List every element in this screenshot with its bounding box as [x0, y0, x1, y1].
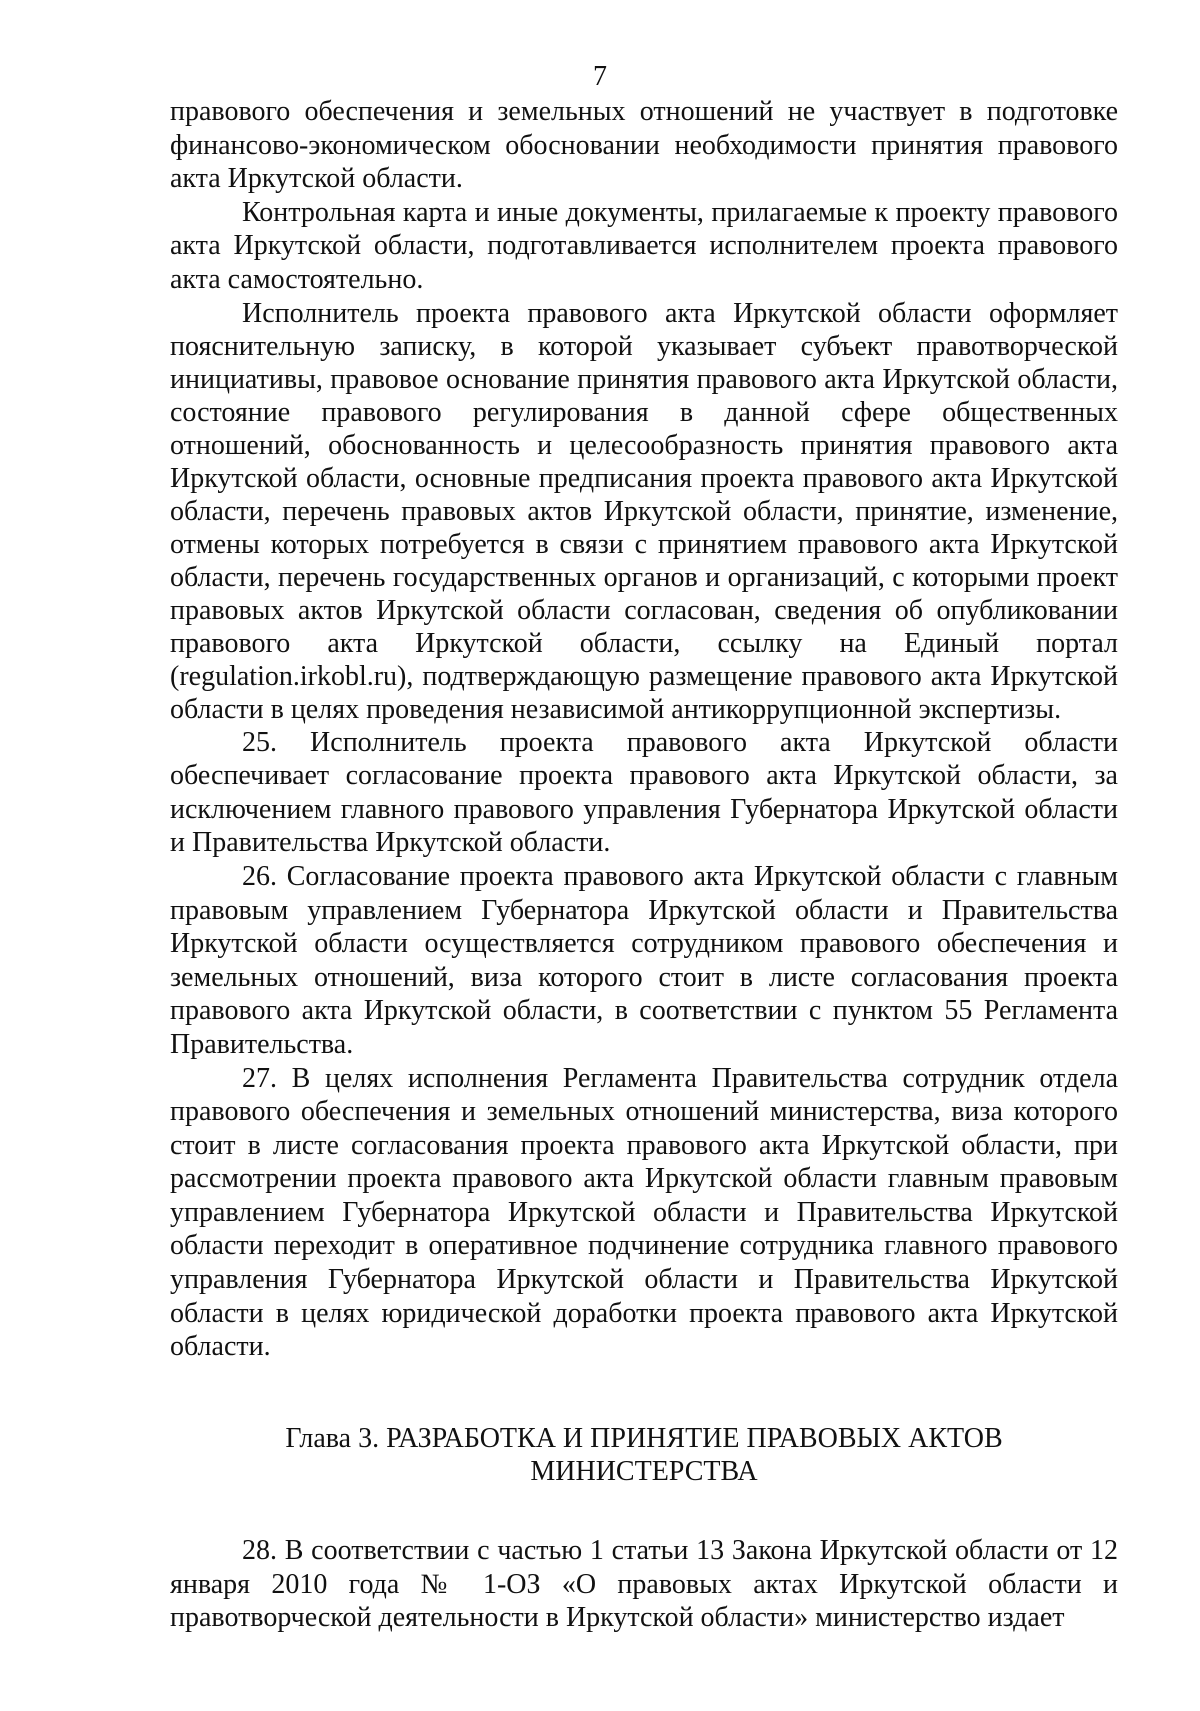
paragraph-explanatory-note: Исполнитель проекта правового акта Иркутской области оформляет пояснительную записку, в которой указывает субъект правотворческой инициативы, правовое основание принятия правового акта Иркутской области, состояние правового регулирования в данной сфере общественных отношений, обоснованность и целесообразность принятия правового акта Иркутской области, основные предписания проекта правового акта Иркутской области, перечень правовых актов Иркутской области, принятие, изменение, отмены которых потребуется в связи с принятием правового акта Иркутской области, перечень государственных органов и организаций, с которыми проект правовых актов Иркутской области согласован, сведения об опубликовании правового акта Иркутской области, ссылку на Единый портал (regulation.irkobl.ru), подтверждающую размещение правового акта Иркутской области в целях проведения независимой антикоррупционной экспертизы. — [170, 297, 1118, 725]
document-body — [170, 95, 1118, 1635]
paragraph-item-28: 28. В соответствии с частью 1 статьи 13 Закона Иркутской области от 12 января 2010 года № 1-ОЗ «О правовых актах Иркутской области и правотворческой деятельности в Иркутской области» министерство издает — [170, 1535, 1118, 1634]
chapter-heading: Глава 3. РАЗРАБОТКА И ПРИНЯТИЕ ПРАВОВЫХ АКТОВ МИНИСТЕРСТВА — [285, 1422, 1003, 1488]
paragraph-item-27: 27. В целях исполнения Регламента Правительства сотрудник отдела правового обеспечения и земельных отношений министерства, виза которого стоит в листе согласования проекта правового акта Иркутской области, при рассмотрении проекта правового акта Иркутской области главным правовым управлением Губернатора Иркутской области и Правительства Иркутской области переходит в оперативное подчинение сотрудника главного правового управления Губернатора Иркутской области и Правительства Иркутской области в целях юридической доработки проекта правового акта Иркутской области. — [170, 1062, 1118, 1363]
paragraph-continuation: правового обеспечения и земельных отношений не участвует в подготовке финансово-экономическом обосновании необходимости принятия правового акта Иркутской области. — [170, 96, 1118, 195]
paragraph-item-26: 26. Согласование проекта правового акта Иркутской области с главным правовым управлением Губернатора Иркутской области и Правительства Иркутской области осуществляется сотрудником правового обеспечения и земельных отношений, виза которого стоит в листе согласования проекта правового акта Иркутской области, в соответствии с пунктом 55 Регламента Правительства. — [170, 860, 1118, 1060]
paragraph-control-card: Контрольная карта и иные документы, прилагаемые к проекту правового акта Иркутской области, подготавливается исполнителем проекта правового акта самостоятельно. — [170, 196, 1118, 295]
paragraph-item-25: 25. Исполнитель проекта правового акта Иркутской области обеспечивает согласование проекта правового акта Иркутской области, за исключением главного правового управления Губернатора Иркутской области и Правительства Иркутской области. — [170, 726, 1118, 859]
page-number: 7 — [593, 61, 607, 92]
